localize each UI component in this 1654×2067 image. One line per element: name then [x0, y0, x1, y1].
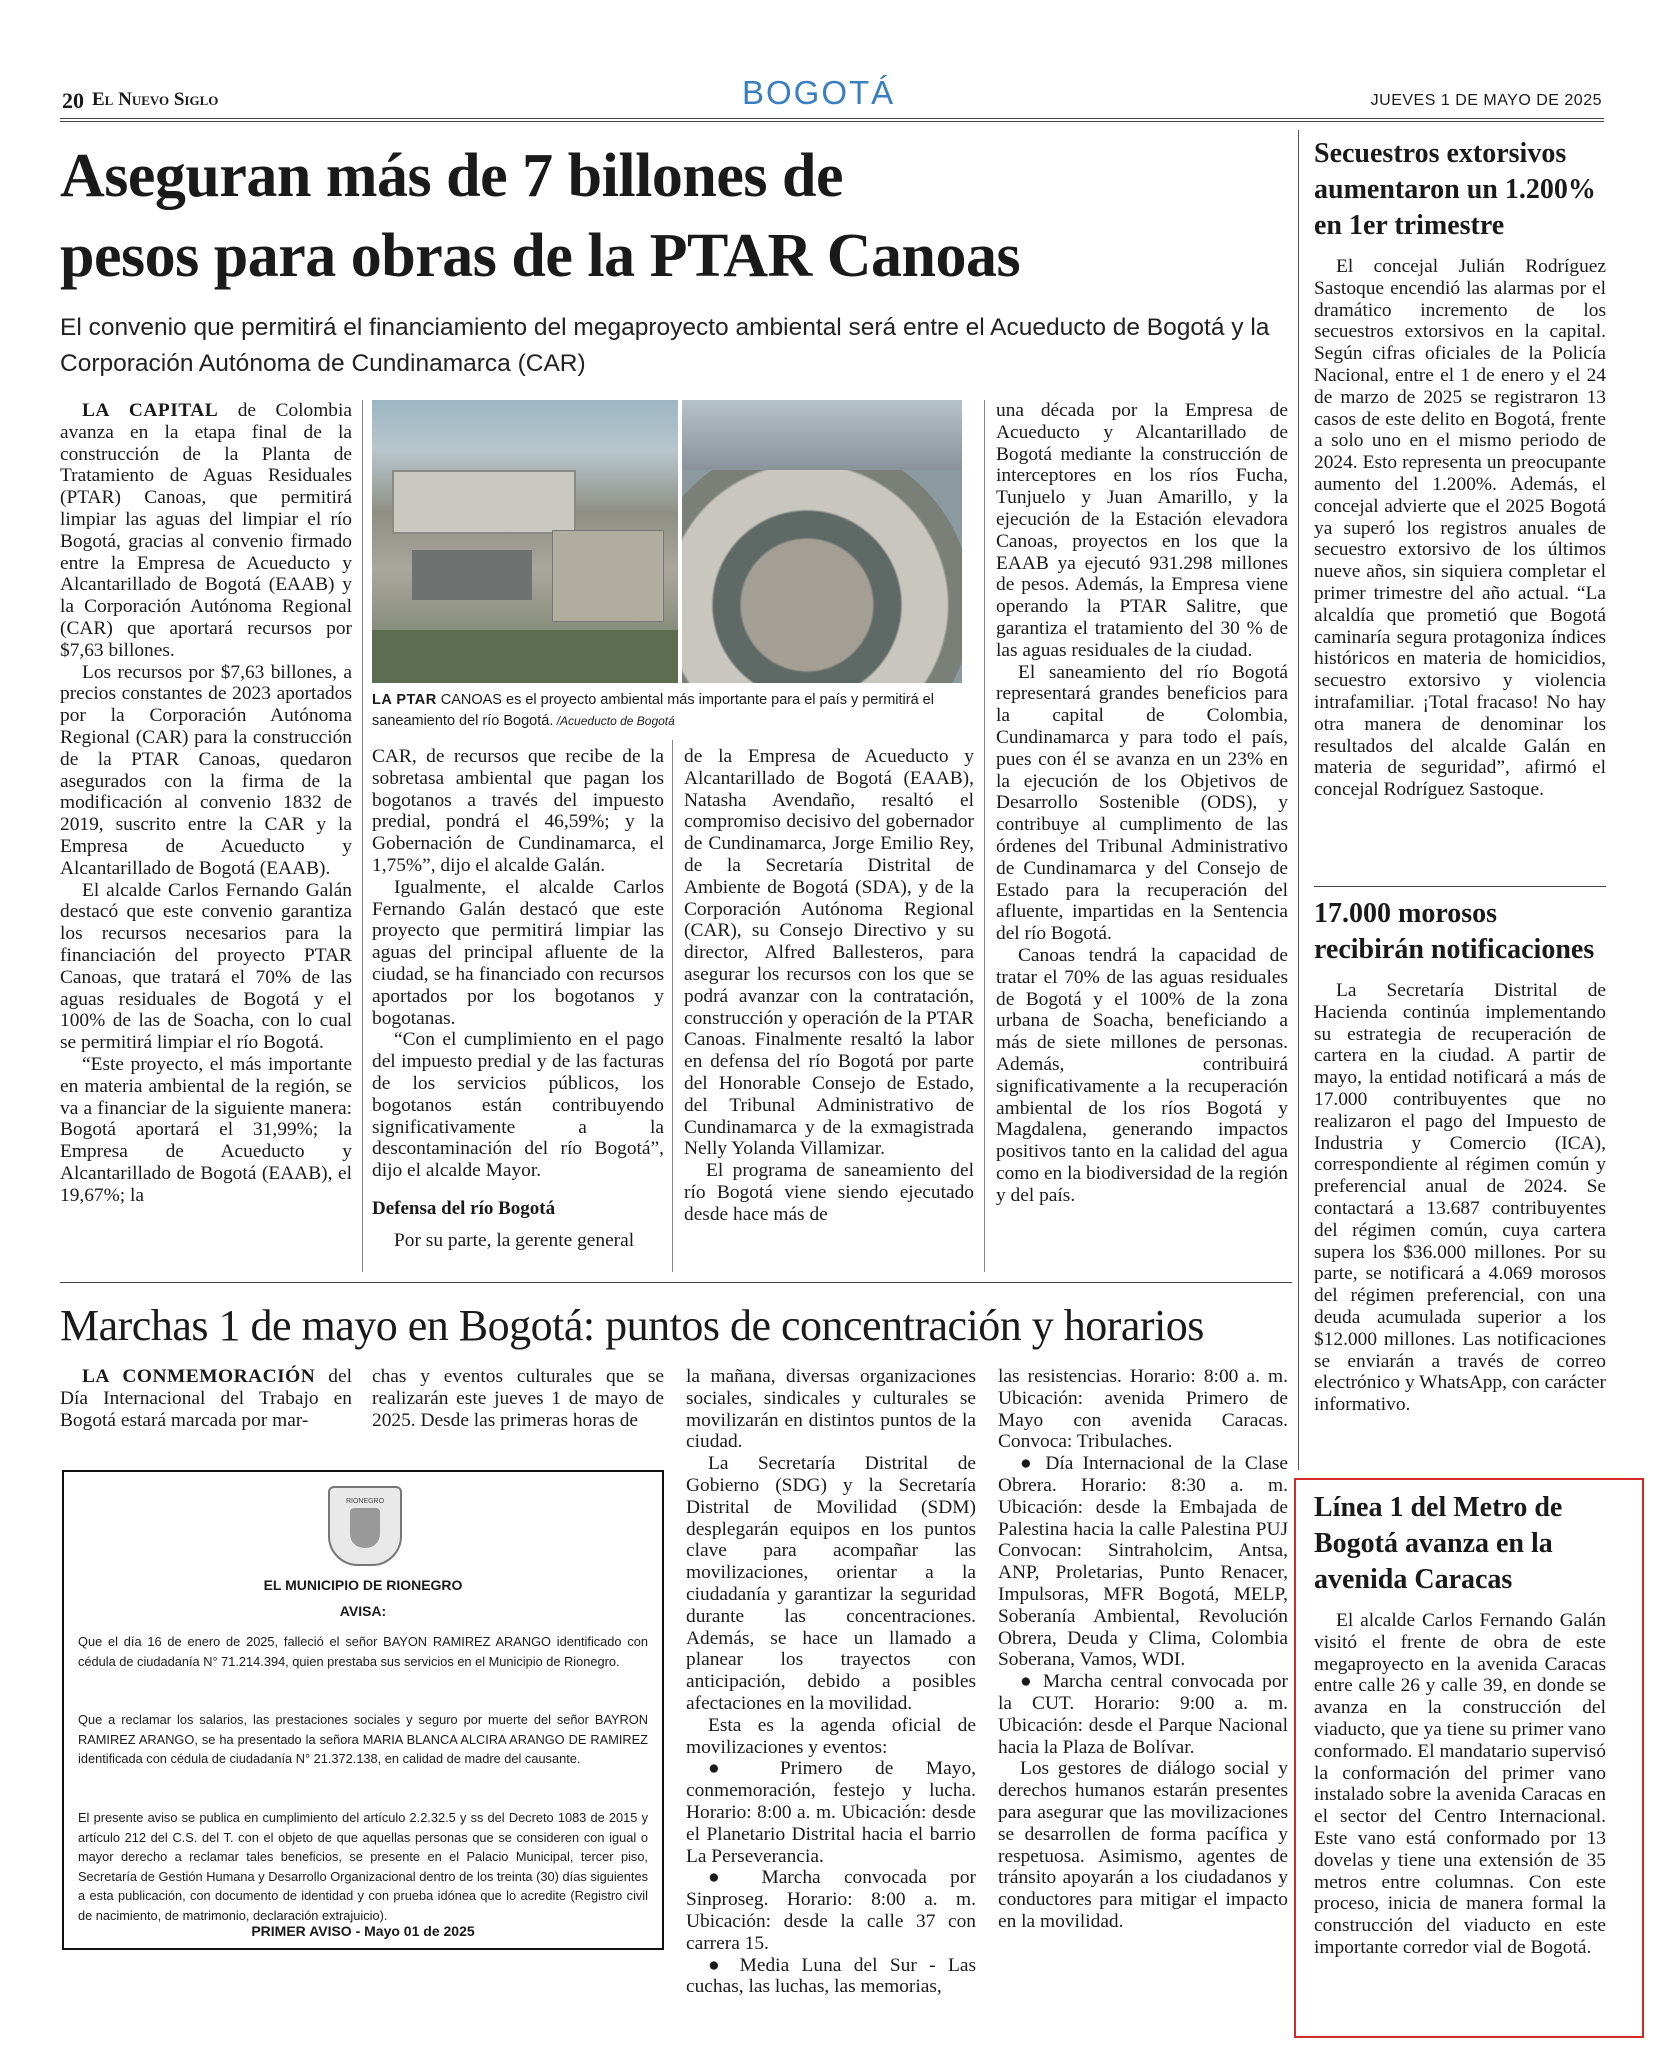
marchas-lead: LA CONMEMORACIÓN	[82, 1366, 316, 1387]
notice-paragraph-1: Que el día 16 de enero de 2025, falleció el señor BAYON RAMIREZ ARANGO identificado con cédula de ciudadanía N° 71.214.394, quien prestaba sus servicios en el Municipio de Rionegro.	[78, 1634, 648, 1669]
marchas-column-1	[60, 1366, 352, 1431]
photo-caption	[372, 690, 962, 732]
article-col1-p3: El alcalde Carlos Fernando Galán destacó que este convenio garantiza los recursos necesarios para la financiación del proyecto PTAR Canoas, que tratará el 70% de las aguas residuales de Bogotá y el 100% de las de Soacha, con lo cual se permitirá limpiar el río Bogotá.	[60, 879, 352, 1054]
column-divider	[672, 740, 673, 1272]
article-column-2	[372, 746, 664, 1252]
sidebar-story-2	[1314, 896, 1606, 1416]
marchas-agenda-item: ● Primero de Mayo, conmemoración, festejo y lucha. Horario: 8:00 a. m. Ubicación: desde el Planetario Distrital hacia el barrio La Perseverancia.	[686, 1758, 976, 1867]
marchas-agenda-item: ● Marcha convocada por Sinproseg. Horario: 8:00 a. m. Ubicación: desde la calle 37 con carrera 15.	[686, 1867, 976, 1954]
legal-notice-box	[62, 1470, 664, 1950]
photo-caption-lead: LA PTAR	[372, 692, 437, 708]
article-subhead: Defensa del río Bogotá	[372, 1197, 556, 1219]
notice-footer: PRIMER AVISO - Mayo 01 de 2025	[251, 1923, 475, 1939]
marchas-column-2	[372, 1366, 664, 1431]
marchas-col4-p1: las resistencias. Horario: 8:00 a. m. Ubicación: avenida Primero de Mayo con avenida Caracas. Convoca: Tribulaches.	[998, 1366, 1288, 1453]
article-col2-p3: “Con el cumplimiento en el pago del impuesto predial y de las facturas de los servicios públicos, los bogotanos están contribuyendo significativamente a la descontaminación del río Bogotá”, dijo el alcalde Mayor.	[372, 1029, 664, 1182]
masthead: El Nuevo Siglo	[92, 89, 219, 110]
sidebar-divider	[1298, 130, 1299, 1470]
marchas-col3-p1: la mañana, diversas organizaciones sociales, sindicales y culturales se movilizarán en distintos puntos de la ciudad.	[686, 1366, 976, 1453]
marchas-col2-text: chas y eventos culturales que se realizarán este jueves 1 de mayo de 2025. Desde las primeras horas de	[372, 1366, 664, 1431]
article-column-1	[60, 400, 352, 1206]
rionegro-seal	[328, 1486, 402, 1566]
header-rule	[60, 118, 1604, 119]
marchas-column-4	[998, 1366, 1288, 1933]
marchas-headline: Marchas 1 de mayo en Bogotá: puntos de concentración y horarios	[60, 1301, 1204, 1350]
sidebar-story-2-title: 17.000 morosos recibirán notificaciones	[1314, 898, 1595, 965]
rionegro-seal-text: RIONEGRO	[345, 1498, 385, 1505]
main-headline	[60, 136, 1300, 296]
article-col3-p1: de la Empresa de Acueducto y Alcantarillado de Bogotá (EAAB), Natasha Avendaño, resaltó el compromiso decisivo del gobernador de Cundinamarca, Jorge Emilio Rey, de la Secretaría Distrital de Ambiente de Bogotá (SDA), y de la Corporación Autónoma Regional (CAR), su Consejo Directivo y su director, Alfred Ballesteros, para asegurar los recursos con los que se podrá avanzar con la contratación, construcción y operación de la PTAR Canoas. Finalmente resaltó la labor en defensa del río Bogotá por parte del Honorable Consejo de Estado, del Tribunal Administrativo de Cundinamarca y de la exmagistrada Nelly Yolanda Villamizar.	[684, 746, 974, 1160]
notice-subtitle: AVISA:	[339, 1603, 387, 1619]
article-col4-p2: El saneamiento del río Bogotá representará grandes beneficios para la capital de Colombia, Cundinamarca y para todo el país, pues con él se avanza en un 23% en la ejecución de los Objetivos de Desarrollo Sostenible (ODS), y contribuye al cumplimento de las órdenes del Tribunal Administrativo de Cundinamarca y del Consejo de Estado para la recuperación del afluente, impartidas en la Sentencia del río Bogotá.	[996, 661, 1288, 945]
marchas-col3-p2: La Secretaría Distrital de Gobierno (SDG) y la Secretaría Distrital de Movilidad (SDM) desplegarán equipos en los puntos clave para acompañar las movilizaciones, orientar a la ciudadanía y garantizar la seguridad durante las concentraciones. Además, se hace un llamado a planear los trayectos con anticipación, debido a posibles afectaciones en la movilidad.	[686, 1453, 976, 1714]
article-col2-p4: Por su parte, la gerente general	[394, 1229, 635, 1251]
sidebar-story-1	[1314, 136, 1606, 801]
sidebar-story-3-text: El alcalde Carlos Fernando Galán visitó el frente de obra de este megaproyecto en la avenida Caracas entre calle 26 y calle 39, en donde se avanza en la construcción del viaducto, que ya tiene su primer vano conformado. El mandatario supervisó la conformación del primer vano instalado sobre la avenida Caracas en el sector del Centro Internacional. Este vano está conformado por 13 dovelas y tiene una extensión de 35 metros entre columnas. Con este proceso, inicia de manera formal la construcción del viaducto en este importante corredor vial de Bogotá.	[1314, 1610, 1606, 1958]
notice-paragraph-2: Que a reclamar los salarios, las prestaciones sociales y seguro por muerte del señor BAYRON RAMIREZ ARANGO, se ha presentado la señora MARIA BLANCA ALCIRA ARANGO DE RAMIREZ identificada con cédula de ciudadanía N° 21.372.138, en calidad de madre del causante.	[78, 1712, 648, 1766]
marchas-col1-text: del Día Internacional del Trabajo en Bogotá estará marcada por mar-	[60, 1366, 352, 1431]
article-col3-p2: El programa de saneamiento del río Bogotá viene siendo ejecutado desde hace más de	[684, 1160, 974, 1225]
article-col2-p1: CAR, de recursos que recibe de la sobretasa ambiental que pagan los bogotanos a través del impuesto predial, pondrá el 46,59%; y la Gobernación de Cundinamarca, el 1,75%”, dijo el alcalde Galán.	[372, 746, 664, 876]
sidebar-story-3	[1314, 1490, 1606, 1959]
column-divider	[362, 400, 363, 1272]
page-number: 20	[62, 88, 84, 113]
article-column-4	[996, 400, 1288, 1206]
marchas-col4-p2: Los gestores de diálogo social y derechos humanos estarán presentes para asegurar que las movilizaciones se desarrollen de forma pacífica y respetuosa. Asimismo, agentes de tránsito apoyarán a los ciudadanos y conductores para mitigar el impacto en la movilidad.	[998, 1758, 1288, 1932]
article-col2-p2: Igualmente, el alcalde Carlos Fernando Galán destacó que este proyecto que permitirá limpiar las aguas del principal afluente de la ciudad, se ha financiado con recursos aportados por los bogotanos y bogotanas.	[372, 876, 664, 1029]
article-col4-p3: Canoas tendrá la capacidad de tratar el 70% de las aguas residuales de Bogotá y el 100% de la zona urbana de Soacha, beneficiando a más de siete millones de personas. Además, contribuirá significativamente a la recuperación ambiental de los ríos Bogotá y Magdalena, generando impactos positivos tanto en la calidad del agua como en la biodiversidad de la región y del país.	[996, 944, 1288, 1206]
section-rule	[60, 1282, 1292, 1283]
sidebar-story-1-title: Secuestros extorsivos aumentaron un 1.200% en 1er trimestre	[1314, 138, 1596, 241]
article-col1-p4: “Este proyecto, el más importante en materia ambiental de la región, se va a financiar de la siguiente manera: Bogotá aportará el 31,99%; la Empresa de Acueducto y Alcantarillado de Bogotá (EAAB), el 19,67%; la	[60, 1053, 352, 1206]
article-column-3	[684, 746, 974, 1226]
photo-ptar-station	[682, 400, 962, 683]
marchas-col3-p3: Esta es la agenda oficial de movilizaciones y eventos:	[686, 1714, 976, 1758]
section-title: BOGOTÁ	[742, 74, 896, 111]
page-header	[62, 74, 1602, 118]
marchas-agenda-item: ● Media Luna del Sur - Las cuchas, las luchas, las memorias,	[686, 1955, 976, 1999]
column-divider	[984, 400, 985, 1272]
notice-paragraph-3: El presente aviso se publica en cumplimiento del artículo 2.2.32.5 y ss del Decreto 1083 de 2015 y artículo 212 del C.S. del T. con el objeto de que aquellas personas que se consideren con igual o mayor derecho a reclamar tales beneficios, se presente en el Palacio Municipal, tercer piso, Secretaría de Gestión Humana y Desarrollo Organizacional dentro de los treinta (30) días siguientes a esta publicación, con documento de identidad y con prueba idónea que lo acredite (Registro civil de nacimiento, de matrimonio, declaración extrajuicio).	[78, 1810, 648, 1923]
sidebar-story-2-text: La Secretaría Distrital de Hacienda continúa implementando su estrategia de recuperación de cartera en la ciudad. A partir de mayo, la entidad notificará a más de 17.000 contribuyentes que no realizaron el pago del Impuesto de Industria y Comercio (ICA), correspondiente al régimen común y preferencial anual de 2024. Se contactará a 13.687 contribuyentes del régimen común, cuya cartera supera los $36.000 millones. Por su parte, se notificará a 4.069 morosos del régimen preferencial, con una deuda acumulada superior a los $12.000 millones. Las notificaciones se enviarán a través de correo electrónico y WhatsApp, con carácter informativo.	[1314, 980, 1606, 1416]
marchas-agenda-item: ● Marcha central convocada por la CUT. Horario: 9:00 a. m. Ubicación: desde el Parque Nacional hacia la Plaza de Bolívar.	[998, 1671, 1288, 1758]
photo-ptar-aerial	[372, 400, 678, 683]
sidebar-rule	[1314, 886, 1606, 887]
main-subtitle: El convenio que permitirá el financiamiento del megaproyecto ambiental será entre el Acueducto de Bogotá y la Corporación Autónoma de Cundinamarca (CAR)	[60, 314, 1270, 377]
sidebar-story-3-title: Línea 1 del Metro de Bogotá avanza en la avenida Caracas	[1314, 1492, 1563, 1595]
notice-title: EL MUNICIPIO DE RIONEGRO	[263, 1577, 463, 1593]
article-col1-p2: Los recursos por $7,63 billones, a precios constantes de 2023 aportados por la Corporación Autónoma Regional (CAR) para la construcción de la PTAR Canoas, quedaron asegurados con la firma de la modificación al convenio 1832 de 2019, suscrito entre la CAR y la Empresa de Acueducto y Alcantarillado de Bogotá (EAAB).	[60, 661, 352, 879]
article-col1-p1: de Colombia avanza en la etapa final de la construcción de la Planta de Tratamiento de Aguas Residuales (PTAR) Canoas, que permitirá limpiar las aguas del limpiar el río Bogotá, gracias al convenio firmado entre la Empresa de Acueducto y Alcantarillado de Bogotá (EAAB) y la Corporación Autónoma Regional (CAR) que aportará recursos por $7,63 billones.	[60, 400, 352, 661]
main-headline-line1: Aseguran más de 7 billones de	[60, 142, 843, 210]
header-rule-2	[60, 121, 1604, 122]
issue-date: JUEVES 1 DE MAYO DE 2025	[1370, 92, 1602, 109]
main-headline-line2: pesos para obras de la PTAR Canoas	[60, 222, 1021, 290]
marchas-column-3	[686, 1366, 976, 1998]
photo-credit: /Acueducto de Bogotá	[553, 714, 675, 728]
sidebar-story-1-text: El concejal Julián Rodríguez Sastoque encendió las alarmas por el dramático incremento de los secuestros extorsivos en la capital. Según cifras oficiales de la Policía Nacional, entre el 1 de enero y el 24 de marzo de 2025 se registraron 13 casos de este delito en Bogotá, frente a solo uno en el mismo periodo de 2024. Esto representa un preocupante aumento del 1.200%. Además, el concejal advierte que el 2025 Bogotá ya superó los registros anuales de secuestro extorsivo de los últimos nueve años, sin siquiera completar el primer trimestre del año actual. “La alcaldía que prometió que Bogotá caminaría segura protagoniza índices históricos en materia de homicidios, secuestro extorsivo y violencia intrafamiliar. ¡Total fracaso! No hay otra manera de denominar los resultados del alcalde Galán en materia de seguridad”, afirmó el concejal Rodríguez Sastoque.	[1314, 256, 1606, 801]
article-lead: LA CAPITAL	[82, 400, 219, 421]
article-col4-p1: una década por la Empresa de Acueducto y Alcantarillado de Bogotá mediante la construcción de interceptores en los ríos Fucha, Tunjuelo y Juan Amarillo, y la ejecución de la Estación elevadora Canoas, proyectos en los que la EAAB ya ejecutó 931.298 millones de pesos. Además, la Empresa viene operando la PTAR Salitre, que garantiza el tratamiento del 30 % de las aguas residuales de la ciudad.	[996, 400, 1288, 661]
marchas-agenda-item: ● Día Internacional de la Clase Obrera. Horario: 8:30 a. m. Ubicación: desde la Embajada de Palestina hacia la calle Palestina PUJ Convocan: Sintraholcim, Antsa, ANP, Proletarias, Punto Renacer, Impulsoras, MFR Bogotá, MELP, Soberanía Ambiental, Revolución Obrera, Deuda y Clima, Colombia Soberana, Vamos, WDI.	[998, 1453, 1288, 1671]
photo-caption-text: CANOAS es el proyecto ambiental más importante para el país y permitirá el saneamiento del río Bogotá.	[372, 692, 934, 729]
